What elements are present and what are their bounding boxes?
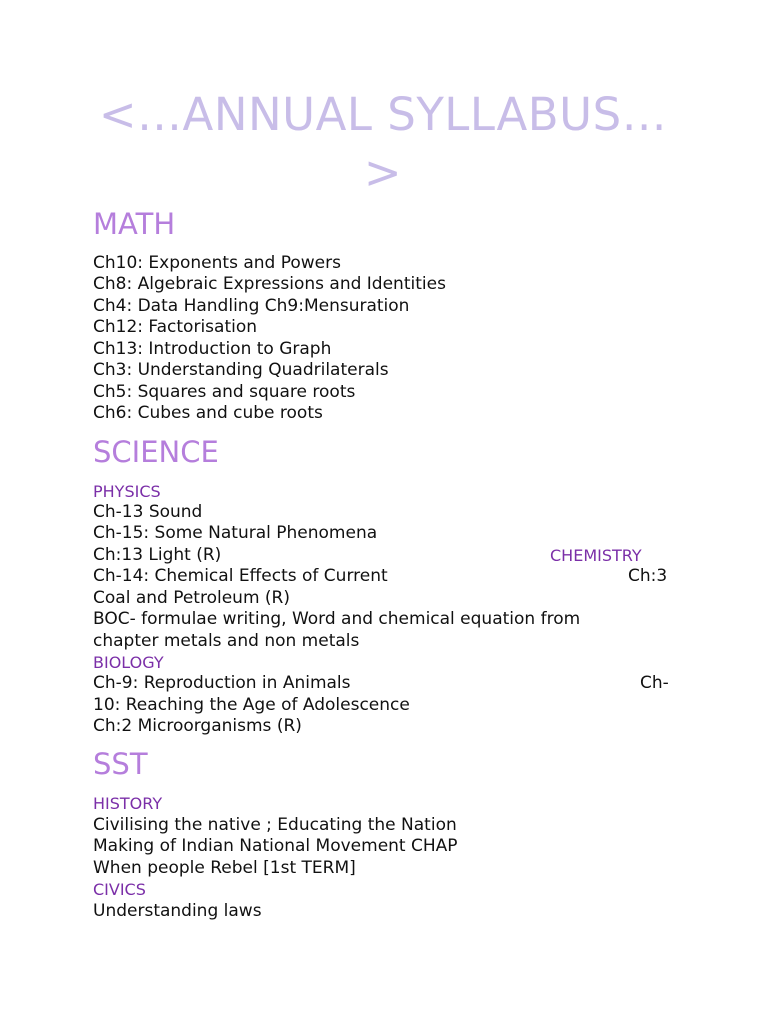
chemistry-line: BOC- formulae writing, Word and chemical equation from (93, 609, 581, 629)
civics-heading: CIVICS (93, 880, 146, 899)
physics-line: Ch-15: Some Natural Phenomena (93, 523, 378, 543)
biology-heading: BIOLOGY (93, 653, 164, 672)
history-line: Making of Indian National Movement CHAP (93, 836, 458, 856)
history-heading: HISTORY (93, 794, 163, 813)
history-line: When people Rebel [1st TERM] (93, 858, 356, 878)
math-heading: MATH (93, 207, 176, 241)
math-line: Ch10: Exponents and Powers (93, 253, 341, 273)
science-heading: SCIENCE (93, 435, 219, 469)
biology-line-continuation: Ch- (640, 673, 669, 693)
title-line-1: <…ANNUAL SYLLABUS… (98, 88, 668, 141)
math-line: Ch8: Algebraic Expressions and Identities (93, 274, 446, 294)
title-line-2: > (363, 146, 403, 199)
chemistry-line: Coal and Petroleum (R) (93, 588, 290, 608)
physics-line: Ch-13 Sound (93, 502, 203, 522)
civics-line: Understanding laws (93, 901, 262, 921)
chemistry-line: Ch-14: Chemical Effects of Current (93, 566, 388, 586)
math-line: Ch6: Cubes and cube roots (93, 403, 323, 423)
math-line: Ch13: Introduction to Graph (93, 339, 332, 359)
math-line: Ch4: Data Handling Ch9:Mensuration (93, 296, 410, 316)
biology-line: Ch:2 Microorganisms (R) (93, 716, 302, 736)
chemistry-heading: CHEMISTRY (550, 546, 642, 565)
math-line: Ch12: Factorisation (93, 317, 258, 337)
math-line: Ch3: Understanding Quadrilaterals (93, 360, 389, 380)
biology-line: Ch-9: Reproduction in Animals (93, 673, 351, 693)
chemistry-line: chapter metals and non metals (93, 631, 360, 651)
history-line: Civilising the native ; Educating the Nation (93, 815, 457, 835)
physics-heading: PHYSICS (93, 482, 161, 501)
biology-line: 10: Reaching the Age of Adolescence (93, 695, 410, 715)
page-title (93, 86, 673, 202)
physics-line: Ch:13 Light (R) (93, 545, 222, 565)
chemistry-line-continuation: Ch:3 (628, 566, 668, 586)
math-line: Ch5: Squares and square roots (93, 382, 356, 402)
sst-heading: SST (93, 747, 148, 781)
